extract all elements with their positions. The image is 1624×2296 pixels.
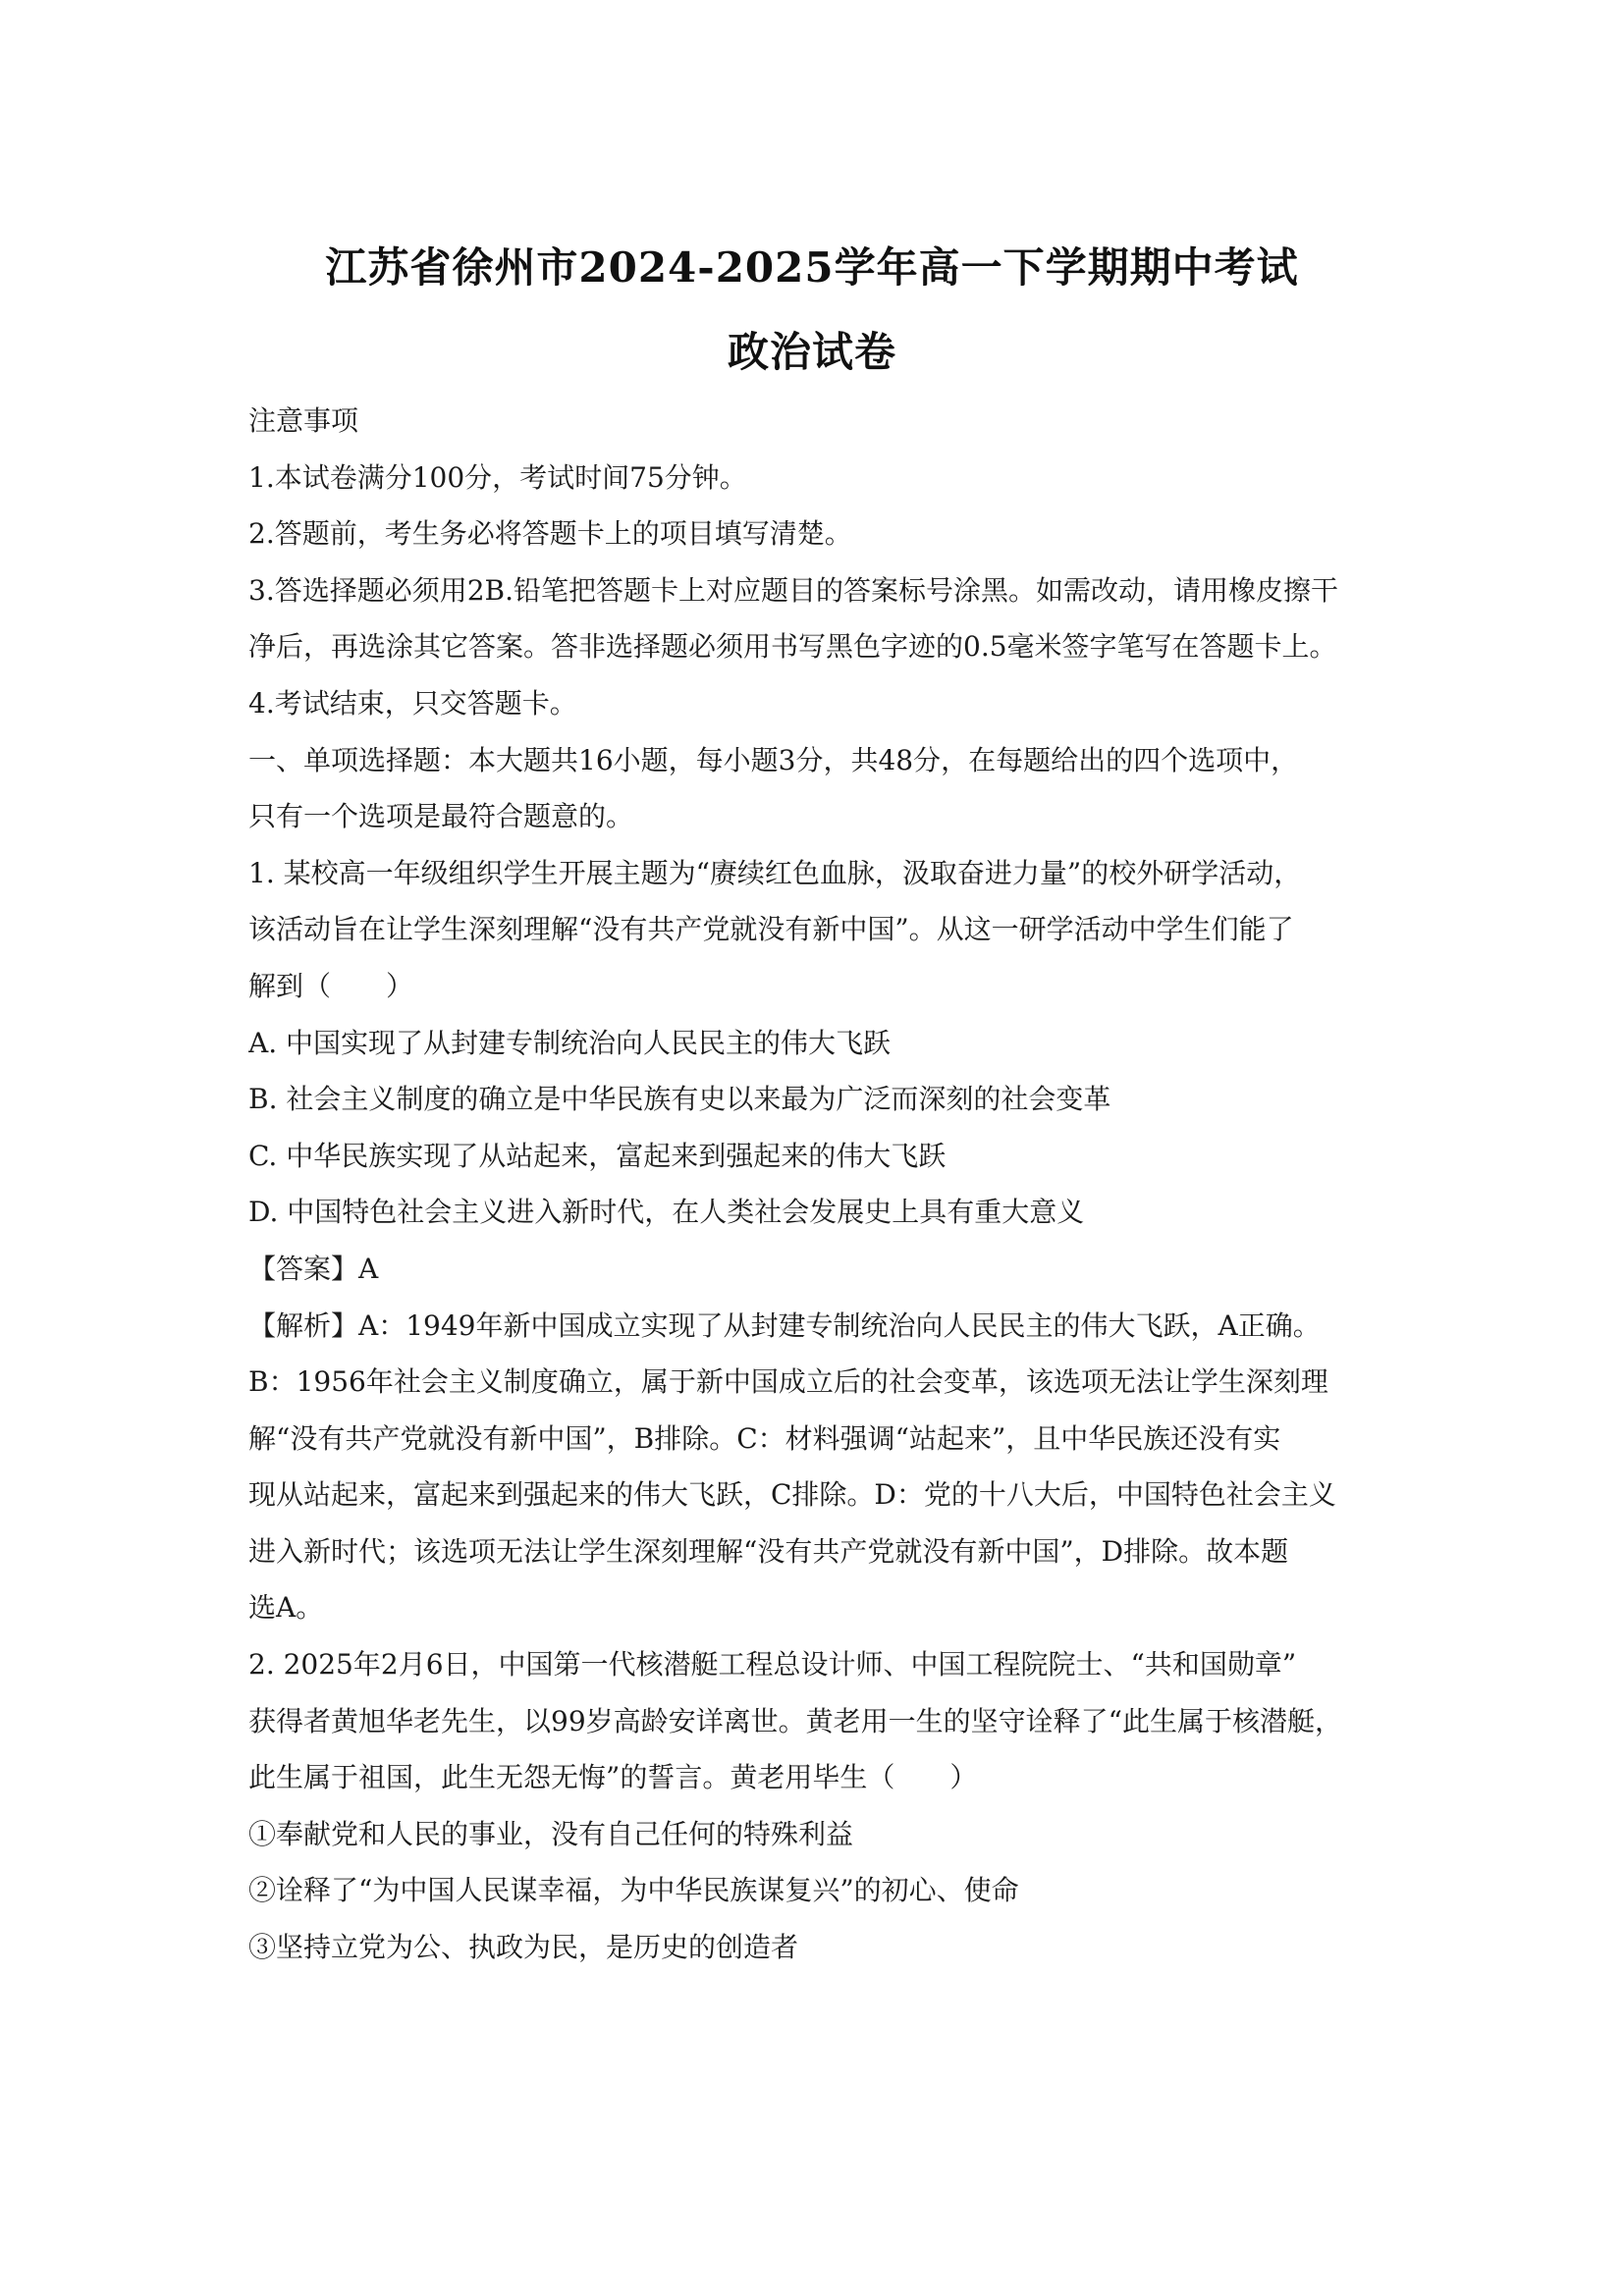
question-1-analysis: 【解析】A：1949年新中国成立实现了从封建专制统治向人民民主的伟大飞跃，A正确。 [248,1308,1321,1342]
question-2-stem: 此生属于祖国，此生无怨无悔”的誓言。黄老用毕生（ ） [248,1761,978,1794]
question-1-analysis: 选A。 [248,1591,324,1625]
question-1-analysis: 解“没有共产党就没有新中国”，B排除。C：材料强调“站起来”，且中华民族还没有实 [248,1421,1281,1455]
notice-item: 1.本试卷满分100分，考试时间75分钟。 [248,460,747,494]
question-2-statement-1: ①奉献党和人民的事业，没有自己任何的特殊利益 [248,1817,854,1850]
document-body [248,393,1407,1976]
notice-item: 4.考试结束，只交答题卡。 [248,686,577,720]
question-1-answer: 【答案】A [248,1252,379,1285]
question-1-analysis: B：1956年社会主义制度确立，属于新中国成立后的社会变革，该选项无法让学生深刻理 [248,1365,1328,1399]
document-subtitle: 政治试卷 [727,328,896,376]
question-2-statement-3: ③坚持立党为公、执政为民，是历史的创造者 [248,1931,799,1964]
question-1-option-d: D. 中国特色社会主义进入新时代，在人类社会发展史上具有重大意义 [248,1196,1085,1229]
question-1-stem: 1. 某校高一年级组织学生开展主题为“赓续红色血脉，汲取奋进力量”的校外研学活动， [248,856,1302,889]
question-2-stem: 2. 2025年2月6日，中国第一代核潜艇工程总设计师、中国工程院院士、“共和国勋章” [248,1648,1297,1682]
notice-heading: 注意事项 [248,404,359,437]
question-1-analysis: 进入新时代；该选项无法让学生深刻理解“没有共产党就没有新中国”，D排除。故本题 [248,1534,1289,1568]
section-heading: 一、单项选择题：本大题共16小题，每小题3分，共48分，在每题给出的四个选项中， [248,743,1299,776]
question-1-option-c: C. 中华民族实现了从站起来，富起来到强起来的伟大飞跃 [248,1139,947,1172]
question-1-option-b: B. 社会主义制度的确立是中华民族有史以来最为广泛而深刻的社会变革 [248,1083,1111,1116]
question-1-stem: 该活动旨在让学生深刻理解“没有共产党就没有新中国”。从这一研学活动中学生们能了 [248,913,1294,946]
notice-item: 3.答选择题必须用2B.铅笔把答题卡上对应题目的答案标号涂黑。如需改动，请用橡皮擦干 [248,573,1339,607]
question-1-stem: 解到（ ） [248,969,414,1002]
question-2-statement-2: ②诠释了“为中国人民谋幸福，为中华民族谋复兴”的初心、使命 [248,1874,1019,1907]
section-heading-continued: 只有一个选项是最符合题意的。 [248,800,634,833]
notice-item: 2.答题前，考生务必将答题卡上的项目填写清楚。 [248,517,852,551]
question-1-option-a: A. 中国实现了从封建专制统治向人民民主的伟大飞跃 [248,1026,892,1059]
document-title: 江苏省徐州市2024-2025学年高一下学期期中考试 [325,243,1299,292]
notice-item-continued: 净后，再选涂其它答案。答非选择题必须用书写黑色字迹的0.5毫米签字笔写在答题卡上。 [248,630,1337,664]
question-2-stem: 获得者黄旭华老先生，以99岁高龄安详离世。黄老用一生的坚守诠释了“此生属于核潜艇， [248,1704,1342,1737]
question-1-analysis: 现从站起来，富起来到强起来的伟大飞跃，C排除。D：党的十八大后，中国特色社会主义 [248,1478,1336,1512]
